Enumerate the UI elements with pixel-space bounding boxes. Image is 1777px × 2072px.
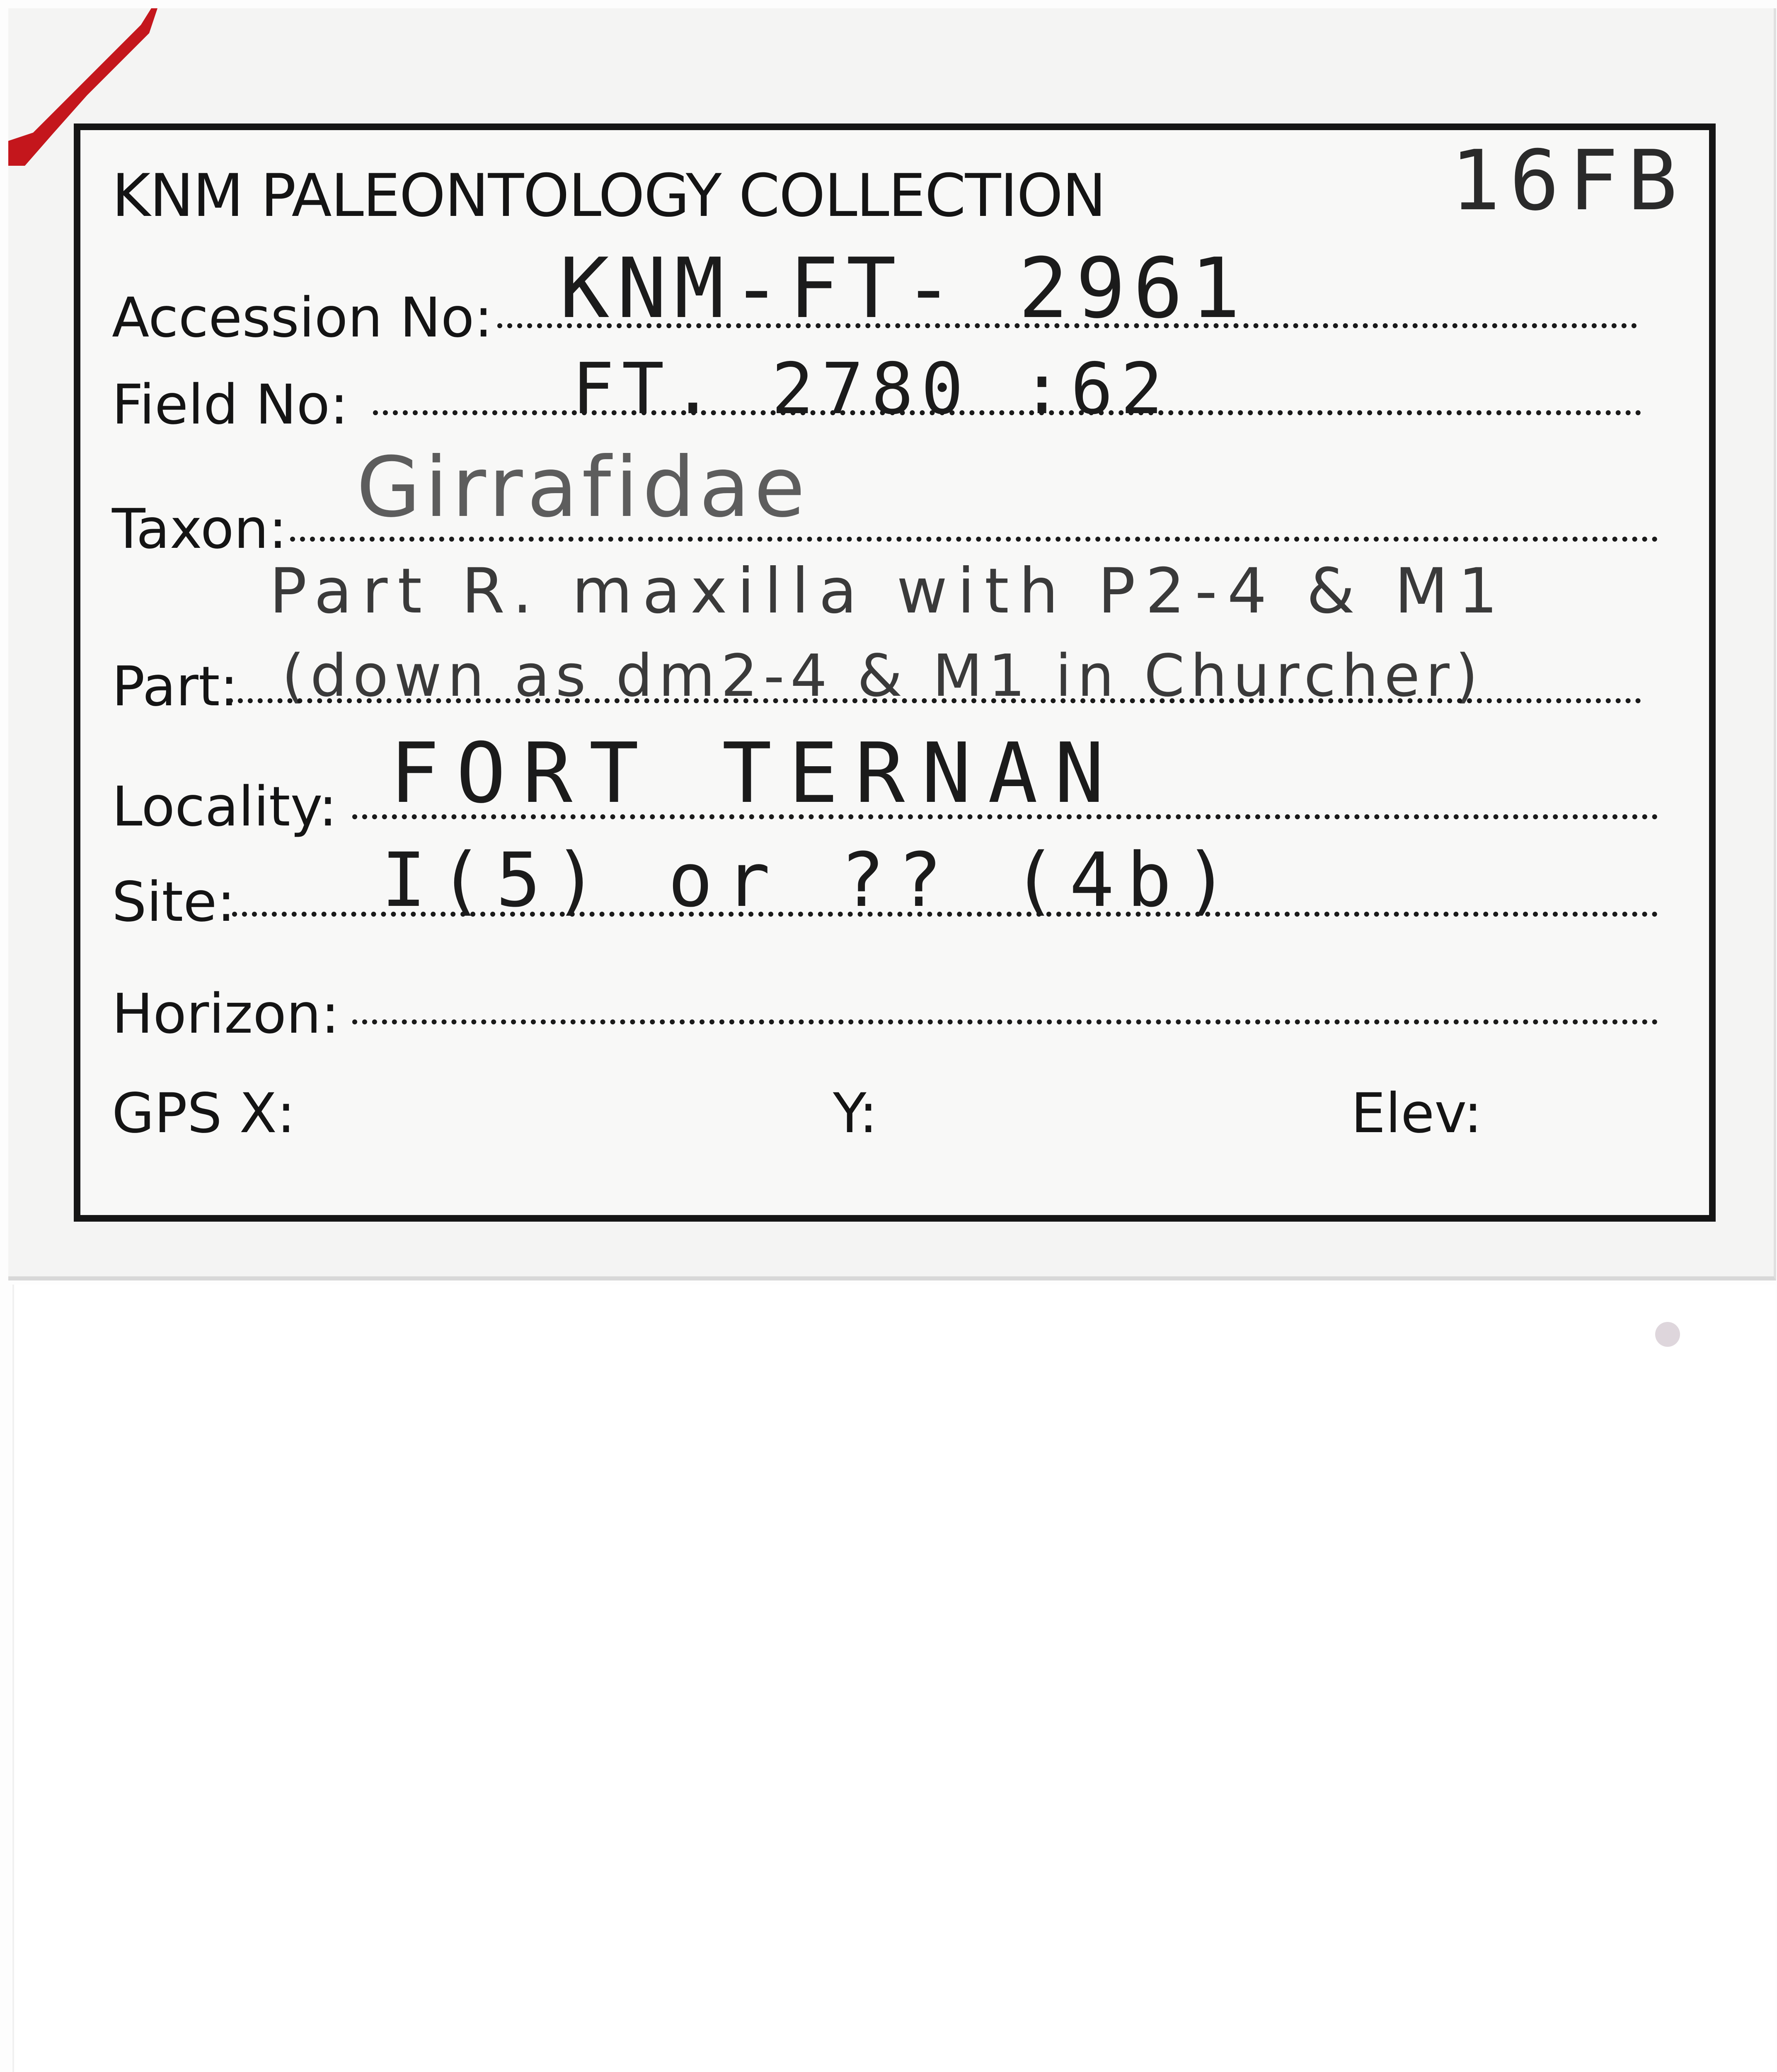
field-no-value: FT. 2780 :62: [572, 348, 1171, 430]
taxon-dotted-line: [290, 537, 1658, 542]
gps-x-label: GPS X:: [112, 1082, 295, 1145]
part-value-line-1: Part R. maxilla with P2-4 & M1: [269, 555, 1508, 627]
locality-dotted-line: [352, 814, 1658, 819]
blank-card-back: [12, 1285, 1775, 2072]
locality-label: Locality:: [112, 775, 337, 839]
site-label: Site:: [112, 870, 235, 934]
taxon-value: Girrafidae: [356, 439, 809, 536]
accession-label: Accession No:: [112, 286, 493, 350]
taxon-label: Taxon:: [112, 497, 287, 561]
accession-value: KNM-FT- 2961: [559, 240, 1248, 337]
locality-value: FORT TERNAN: [390, 725, 1121, 822]
site-value: I(5) or ?? (4b): [381, 837, 1242, 924]
collection-heading: KNM PALEONTOLOGY COLLECTION: [112, 162, 1106, 230]
elevation-label: Elev:: [1351, 1082, 1482, 1145]
specimen-label-card: [8, 8, 1776, 1280]
part-dotted-line: [228, 698, 1641, 703]
corner-note: 16FB: [1450, 133, 1687, 229]
field-no-label: Field No:: [112, 373, 349, 437]
part-label: Part:: [112, 655, 239, 719]
horizon-label: Horizon:: [112, 982, 340, 1046]
ink-speck: [1655, 1322, 1680, 1347]
part-value-line-2: (down as dm2-4 & M1 in Churcher): [282, 642, 1484, 710]
site-dotted-line: [232, 912, 1658, 917]
horizon-dotted-line: [352, 1019, 1658, 1024]
gps-y-label: Y:: [833, 1082, 878, 1145]
